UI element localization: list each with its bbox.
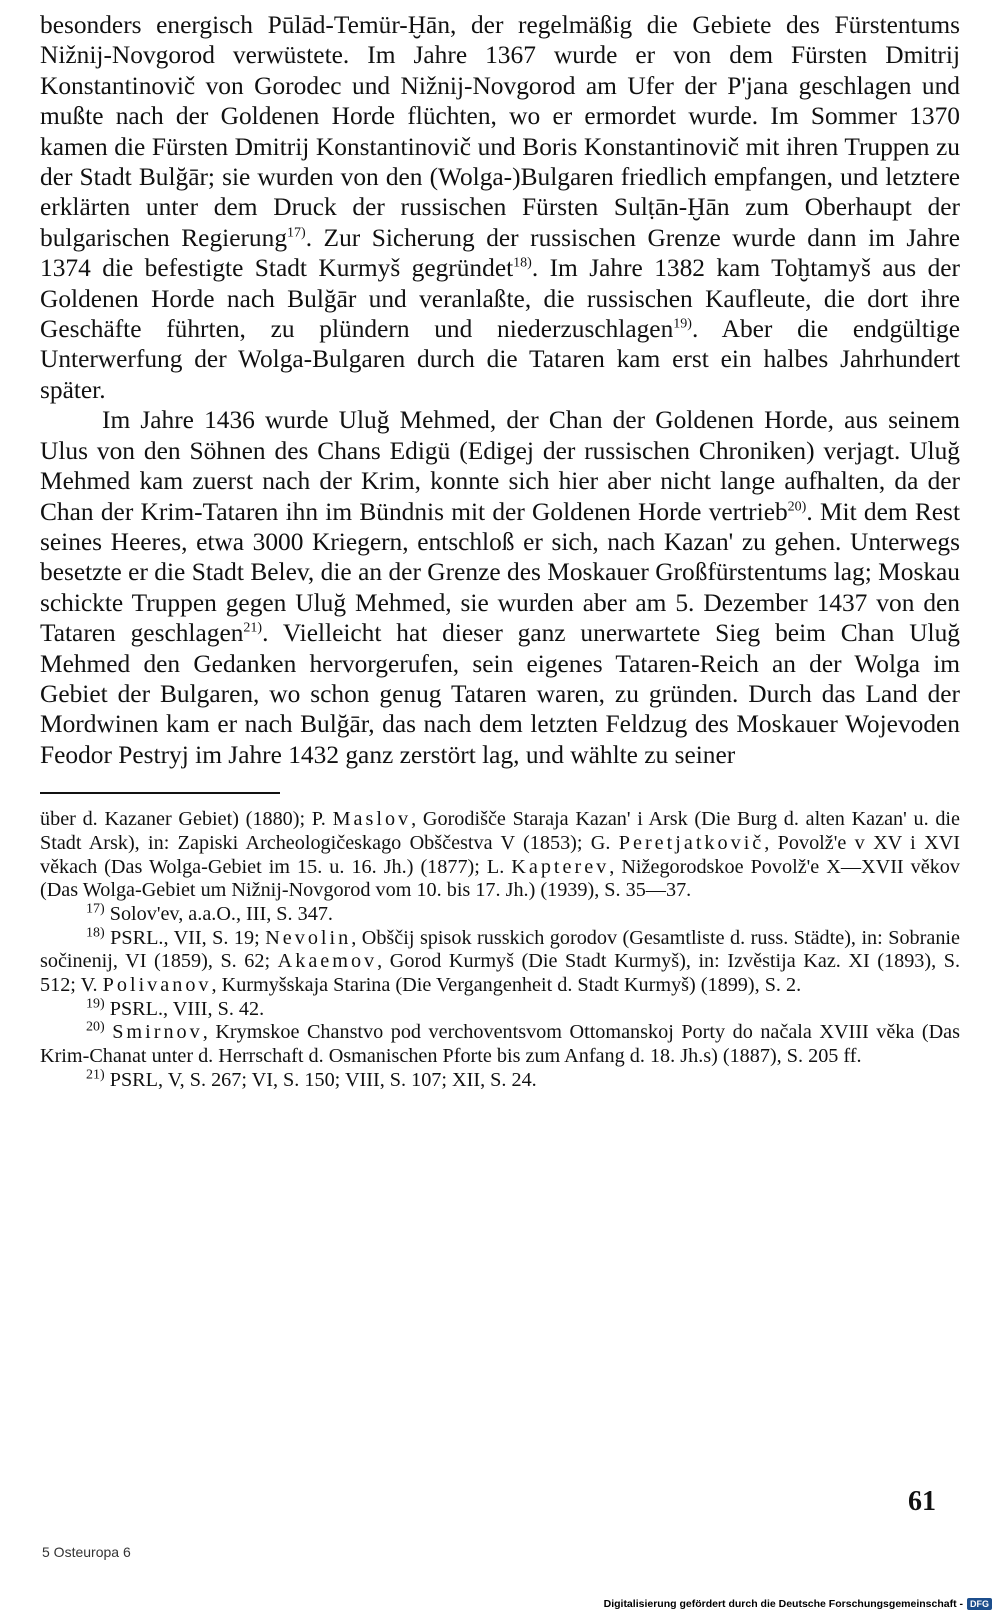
author-name: Smirnov (112, 1021, 203, 1044)
author-name: Akaemov (277, 950, 378, 973)
footnote-ref: 21) (243, 620, 263, 636)
author-name: Nevolin (265, 926, 352, 949)
footnote-ref: 18) (513, 255, 532, 271)
footnote (40, 1069, 960, 1093)
footnote-ref: 20) (787, 499, 807, 515)
text-run: über d. Kazaner Gebiet) (1880); P. (40, 808, 333, 831)
footnote (40, 1021, 960, 1068)
footnote-rule (40, 792, 280, 794)
signature-mark: 5 Osteuropa 6 (42, 1544, 131, 1560)
author-name: Kapterev (511, 855, 610, 878)
text-run: . Zur Sicherung der russischen Grenze wurde dann im Jahre 1374 die befestigte Stadt Kurmyš gegründet (40, 223, 960, 283)
footnote-ref: 21) (86, 1067, 105, 1083)
page (40, 10, 960, 1093)
text-run: , Gorod Kurmyš (Die Stadt Kurmyš), in: Izvěstija Kaz. XI (1893), S. 512; V. (40, 950, 960, 997)
text-run: Solov'ev, a.a.O., III, S. 347. (104, 902, 333, 925)
dfg-notice: Digitalisierung gefördert durch die Deutsche Forschungsgemeinschaft - (603, 1598, 963, 1610)
text-run: PSRL., VIII, S. 42. (104, 997, 265, 1020)
footnotes (40, 808, 960, 1092)
text-run: , Kurmyšskaja Starina (Die Vergangenheit d. Stadt Kurmyš) (1899), S. 2. (211, 974, 802, 997)
text-run: , Povolž'e v XV i XVI věkach (Das Wolga-Gebiet im 15. u. 16. Jh.) (1877); L. (40, 831, 960, 878)
text-run: , Obščij spisok russkich gorodov (Gesamtliste d. russ. Städte), in: Sobranie sočinenij, VI (1859), S. 62; (40, 926, 960, 973)
footnote-ref: 20) (86, 1019, 105, 1035)
main-text (40, 10, 960, 770)
footnote-ref: 18) (86, 924, 105, 940)
footnote (40, 998, 960, 1022)
text-run: , Krymskoe Chanstvo pod verchoventsvom Ottomanskoj Porty do načala XVIII věka (Das Krim-Chanat unter d. Herrschaft d. Osmanischen Pforte bis zum Anfang d. 18. Jh.s) (1887), S. 205 ff. (40, 1021, 960, 1068)
footnote-ref: 17) (86, 901, 105, 917)
text-run: besonders energisch Pūlād-Temür-Ḫān, der regelmäßig die Gebiete des Fürstentums Nižnij-Novgorod verwüstete. Im Jahre 1367 wurde er von dem Fürsten Dmitrij Konstantinovič von Gorodec und Nižnij-Novgorod am Ufer der P'jana geschlagen und mußte nach der Goldenen Horde flüchten, wo er ermordet wurde. Im Sommer 1370 kamen die Fürsten Dmitrij Konstantinovič und Boris Konstantinovič mit ihren Truppen zu der Stadt Bulğār; sie wurden von den (Wolga-)Bulgaren friedlich empfangen, und letztere erklärten unter dem Druck der russischen Fürsten Sulṭān-Ḫān zum Oberhaupt der bulgarischen Regierung (40, 11, 960, 252)
footnote (40, 924, 960, 998)
text-run: . Aber die endgültige Unterwerfung der Wolga-Bulgaren durch die Tataren kam erst ein halbes Jahrhundert später. (40, 315, 960, 404)
text-run: . Vielleicht hat dieser ganz unerwartete Sieg beim Chan Uluğ Mehmed den Gedanken hervorgerufen, sein eigenes Tataren-Reich an der Wolga im Gebiet der Bulgaren, wo schon genug Tataren waren, zu gründen. Durch das Land der Mordwinen kam er nach Bulğār, das nach dem letzten Feldzug des Moskauer Wojevoden Feodor Pestryj im Jahre 1432 ganz zerstört lag, und wählte zu seiner (40, 619, 960, 769)
text-run: PSRL, V, S. 267; VI, S. 150; VIII, S. 107; XII, S. 24. (104, 1068, 537, 1091)
dfg-notice-bar (604, 1598, 992, 1610)
text-run: , Gorodišče Staraja Kazan' i Arsk (Die Burg d. alten Kazan' u. die Stadt Arsk), in: Zapiski Archeologičeskago Obščestva V (1853); G. (40, 808, 960, 854)
body-paragraph (40, 405, 960, 770)
footnote-ref: 19) (86, 996, 105, 1012)
footnote-ref: 17) (287, 225, 306, 241)
footnote (40, 808, 960, 903)
footnote-ref: 19) (673, 316, 692, 332)
author-name: Peretjatkovič (618, 831, 765, 854)
body-paragraph (40, 10, 960, 405)
dfg-logo: DFG (967, 1598, 992, 1610)
footnote (40, 903, 960, 927)
text-run: PSRL., VII, S. 19; (104, 926, 266, 949)
text-run: . Im Jahre 1382 kam Toḫtamyš aus der Goldenen Horde nach Bulğār und veranlaßte, die russischen Kaufleute, die dort ihre Geschäfte führten, zu plündern und niederzuschlagen (40, 254, 960, 344)
author-name: Polivanov (102, 974, 212, 997)
text-run: , Nižegorodskoe Povolž'e X—XVII věkov (Das Wolga-Gebiet um Nižnij-Novgorod vom 10. bis 17. Jh.) (1939), S. 35—37. (40, 855, 960, 902)
author-name: Maslov (332, 808, 412, 831)
text-run: . Mit dem Rest seines Heeres, etwa 3000 Kriegern, entschloß er sich, nach Kazan' zu gehen. Unterwegs besetzte er die Stadt Belev, die an der Grenze des Moskauer Großfürstentums lag; Moskau schickte Truppen gegen Uluğ Mehmed, sie wurden aber am 5. Dezember 1437 von den Tataren geschlagen (40, 497, 960, 648)
text-run: Im Jahre 1436 wurde Uluğ Mehmed, der Chan der Goldenen Horde, aus seinem Ulus von den Söhnen des Chans Edigü (Edigej der russischen Chroniken) verjagt. Uluğ Mehmed kam zuerst nach der Krim, konnte sich hier aber nicht lange aufhalten, da der Chan der Krim-Tataren ihn im Bündnis mit der Goldenen Horde vertrieb (40, 406, 960, 526)
page-number: 61 (908, 1486, 936, 1517)
